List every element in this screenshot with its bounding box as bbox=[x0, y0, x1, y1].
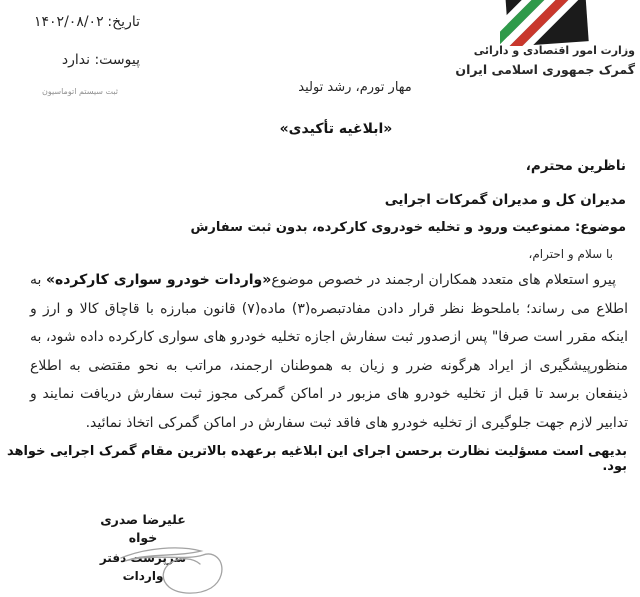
customs-logo-icon bbox=[500, 0, 592, 46]
body-paragraph bbox=[30, 266, 628, 437]
closing-emphasis: بدیهی است مسؤلیت نظارت برحسن اجرای این ابلاغیه برعهده بالاترین مقام گمرک اجرایی خواهد بود. bbox=[6, 444, 627, 474]
date-value: ۱۴۰۲/۰۸/۰۲ bbox=[34, 14, 104, 30]
body-bold-phrase: «واردات خودرو سواری کارکرده» bbox=[45, 272, 272, 288]
ministry-name: وزارت امور اقتصادی و دارائی bbox=[473, 44, 635, 57]
salutation: با سلام و احترام، bbox=[528, 247, 613, 261]
date-label: تاریخ: bbox=[107, 14, 140, 30]
year-slogan: مهار تورم، رشد تولید bbox=[298, 80, 412, 95]
automation-system-note: ثبت سیستم اتوماسیون bbox=[41, 87, 118, 96]
signature-block bbox=[85, 511, 201, 585]
recipient-line-1: ناظرین محترم، bbox=[525, 158, 626, 174]
recipient-line-2: مدیران کل و مدیران گمرکات اجرایی bbox=[384, 192, 626, 208]
subject-line: موضوع: ممنوعیت ورود و تخلیه خودروی کارکرده، بدون ثبت سفارش bbox=[190, 220, 626, 235]
attachment-row: پیوست: ندارد bbox=[61, 52, 140, 68]
body-intro: پیرو استعلام های متعدد همکاران ارجمند در خصوص موضوع bbox=[271, 272, 616, 288]
org-header bbox=[455, 42, 635, 80]
agency-name: گمرک جمهوری اسلامی ایران bbox=[455, 62, 635, 77]
signer-title: سرپرست دفتر واردات bbox=[99, 551, 187, 583]
date-row bbox=[34, 14, 140, 30]
document-title: «ابلاغیه تأکیدی» bbox=[279, 121, 393, 137]
body-rest: به اطلاع می رساند؛ باملحوظ نظر قرار دادن مفادتبصره(۳) ماده(۷) قانون مبارزه با قاچاق کالا و ارز و اینکه مقرر است صرفا" پس ازصدور ثبت سفارش اجازه تخلیه خودرو های سواری کارکرده داده شود، به منظورپیشگیری از ایراد هرگونه ضرر و زیان به هموطنان ارجمند، مراتب به نحو مقتضی به اطلاع ذینفعان برسد تا قبل از تخلیه خودرو های مزبور در اماکن گمرکی مجوز ثبت سفارش دریافت نمایند و تدابیر لازم جهت جلوگیری از تخلیه خودرو های فاقد ثبت سفارش در اماکن گمرکی اتخاذ نمائید. bbox=[30, 272, 629, 431]
signer-name: علیرضا صدری خواه bbox=[100, 512, 186, 545]
